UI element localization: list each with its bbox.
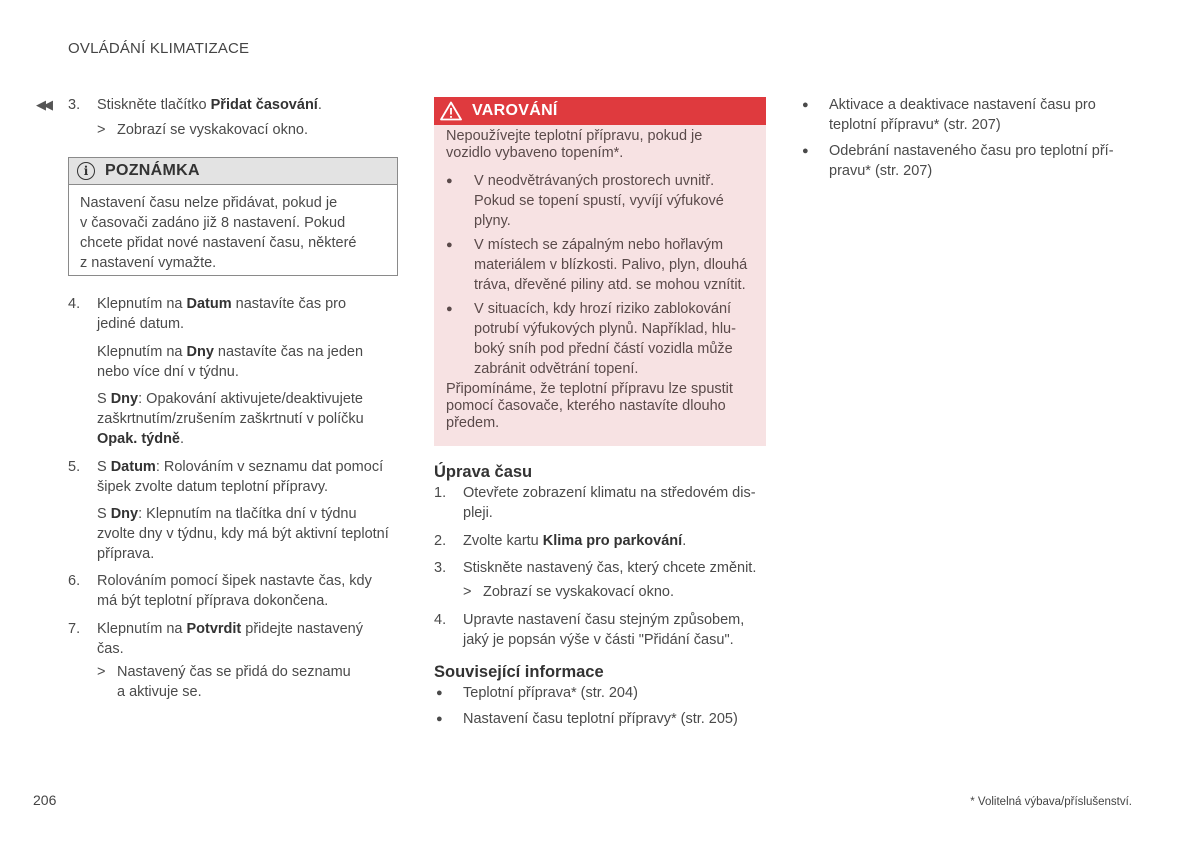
edit-step-2: 2. Zvolte kartu Klima pro parkování.	[434, 533, 687, 549]
result-arrow-icon: >	[463, 584, 472, 600]
step-6: 6. Rolováním pomocí šipek nastavte čas, kdy má být teplotní příprava dokončena.	[68, 573, 372, 609]
warning-bullet: ● V neodvětrávaných prostorech uvnitř. Pokud se topení spustí, vyvíjí výfukové plyny.	[446, 173, 724, 229]
footnote: * Volitelná výbava/příslušenství.	[970, 796, 1132, 808]
edit-step-3: 3. Stiskněte nastavený čas, který chcete změnit.	[434, 560, 757, 576]
edit-step-4: 4. Upravte nastavení času stejným způsobem, jaký je popsán výše v části "Přidání času".	[434, 612, 745, 648]
warning-triangle-icon	[440, 101, 462, 121]
info-icon: i	[77, 162, 95, 180]
step-3-result: > Zobrazí se vyskakovací okno.	[97, 122, 308, 138]
section-header: OVLÁDÁNÍ KLIMATIZACE	[68, 40, 250, 57]
page-number: 206	[33, 792, 57, 808]
related-link[interactable]: ● Nastavení času teplotní přípravy* (str. 205)	[436, 711, 738, 727]
step-5-days: S Dny: Klepnutím na tlačítka dní v týdnu zvolte dny v týdnu, kdy má být aktivní teplotní příprava.	[97, 506, 389, 562]
step-5: 5. S Datum: Rolováním v seznamu dat pomocí šipek zvolte datum teplotní přípravy.	[68, 459, 384, 495]
warning-outro: Připomínáme, že teplotní přípravu lze spustit pomocí časovače, kterého nastavíte dlouho předem.	[446, 381, 733, 431]
step-4: 4. Klepnutím na Datum nastavíte čas pro jediné datum.	[68, 296, 347, 332]
note-text: Nastavení času nelze přidávat, pokud je v časovači zadáno již 8 nastavení. Pokud chcete přidat nové nastavení času, některé z nastavení vymažte.	[80, 195, 357, 271]
related-link[interactable]: ● Teplotní příprava* (str. 204)	[436, 685, 638, 701]
warning-title: VAROVÁNÍ	[472, 102, 558, 119]
warning-text	[434, 125, 766, 449]
result-arrow-icon: >	[97, 122, 106, 138]
note-title: POZNÁMKA	[105, 162, 200, 179]
warning-intro: Nepoužívejte teplotní přípravu, pokud je vozidlo vybaveno topením*.	[446, 128, 703, 161]
related-link[interactable]: ● Aktivace a deaktivace nastavení času pro teplotní přípravu* (str. 207)	[802, 97, 1096, 133]
step-3: 3. Stiskněte tlačítko Přidat časování.	[68, 97, 322, 113]
warning-bullet: ● V místech se zápalným nebo hořlavým materiálem v blízkosti. Palivo, plyn, dlouhá tráva, dřevěné piliny atd. se mohou vznítit.	[446, 237, 748, 293]
edit-heading: Úprava času	[434, 463, 533, 481]
related-link[interactable]: ● Odebrání nastaveného času pro teplotní pří- pravu* (str. 207)	[802, 143, 1114, 179]
step-7: 7. Klepnutím na Potvrdit přidejte nastavený čas.	[68, 621, 363, 657]
note-box	[68, 157, 398, 276]
edit-step-1: 1. Otevřete zobrazení klimatu na středovém dis- pleji.	[434, 485, 756, 521]
result-arrow-icon: >	[97, 664, 106, 680]
step-4-days: Klepnutím na Dny nastavíte čas na jeden nebo více dní v týdnu.	[97, 344, 364, 380]
warning-bullet: ● V situacích, kdy hrozí riziko zablokování potrubí výfukových plynů. Například, hlu- boký sníh pod přední částí vozidla může zabránit odvětrání topení.	[446, 301, 736, 377]
add-timer-label: Přidat časování	[210, 97, 318, 113]
warning-box	[434, 97, 766, 446]
edit-step-3-result: > Zobrazí se vyskakovací okno.	[463, 584, 674, 600]
continued-arrows-icon: ◀◀	[36, 97, 50, 112]
step-4-repeat: S Dny: Opakování aktivujete/deaktivujete zaškrtnutím/zrušením zaškrtnutí v políčku Opak. týdně.	[97, 391, 364, 447]
step-7-result: > Nastavený čas se přidá do seznamu a aktivuje se.	[97, 664, 351, 700]
related-heading: Související informace	[434, 663, 604, 681]
